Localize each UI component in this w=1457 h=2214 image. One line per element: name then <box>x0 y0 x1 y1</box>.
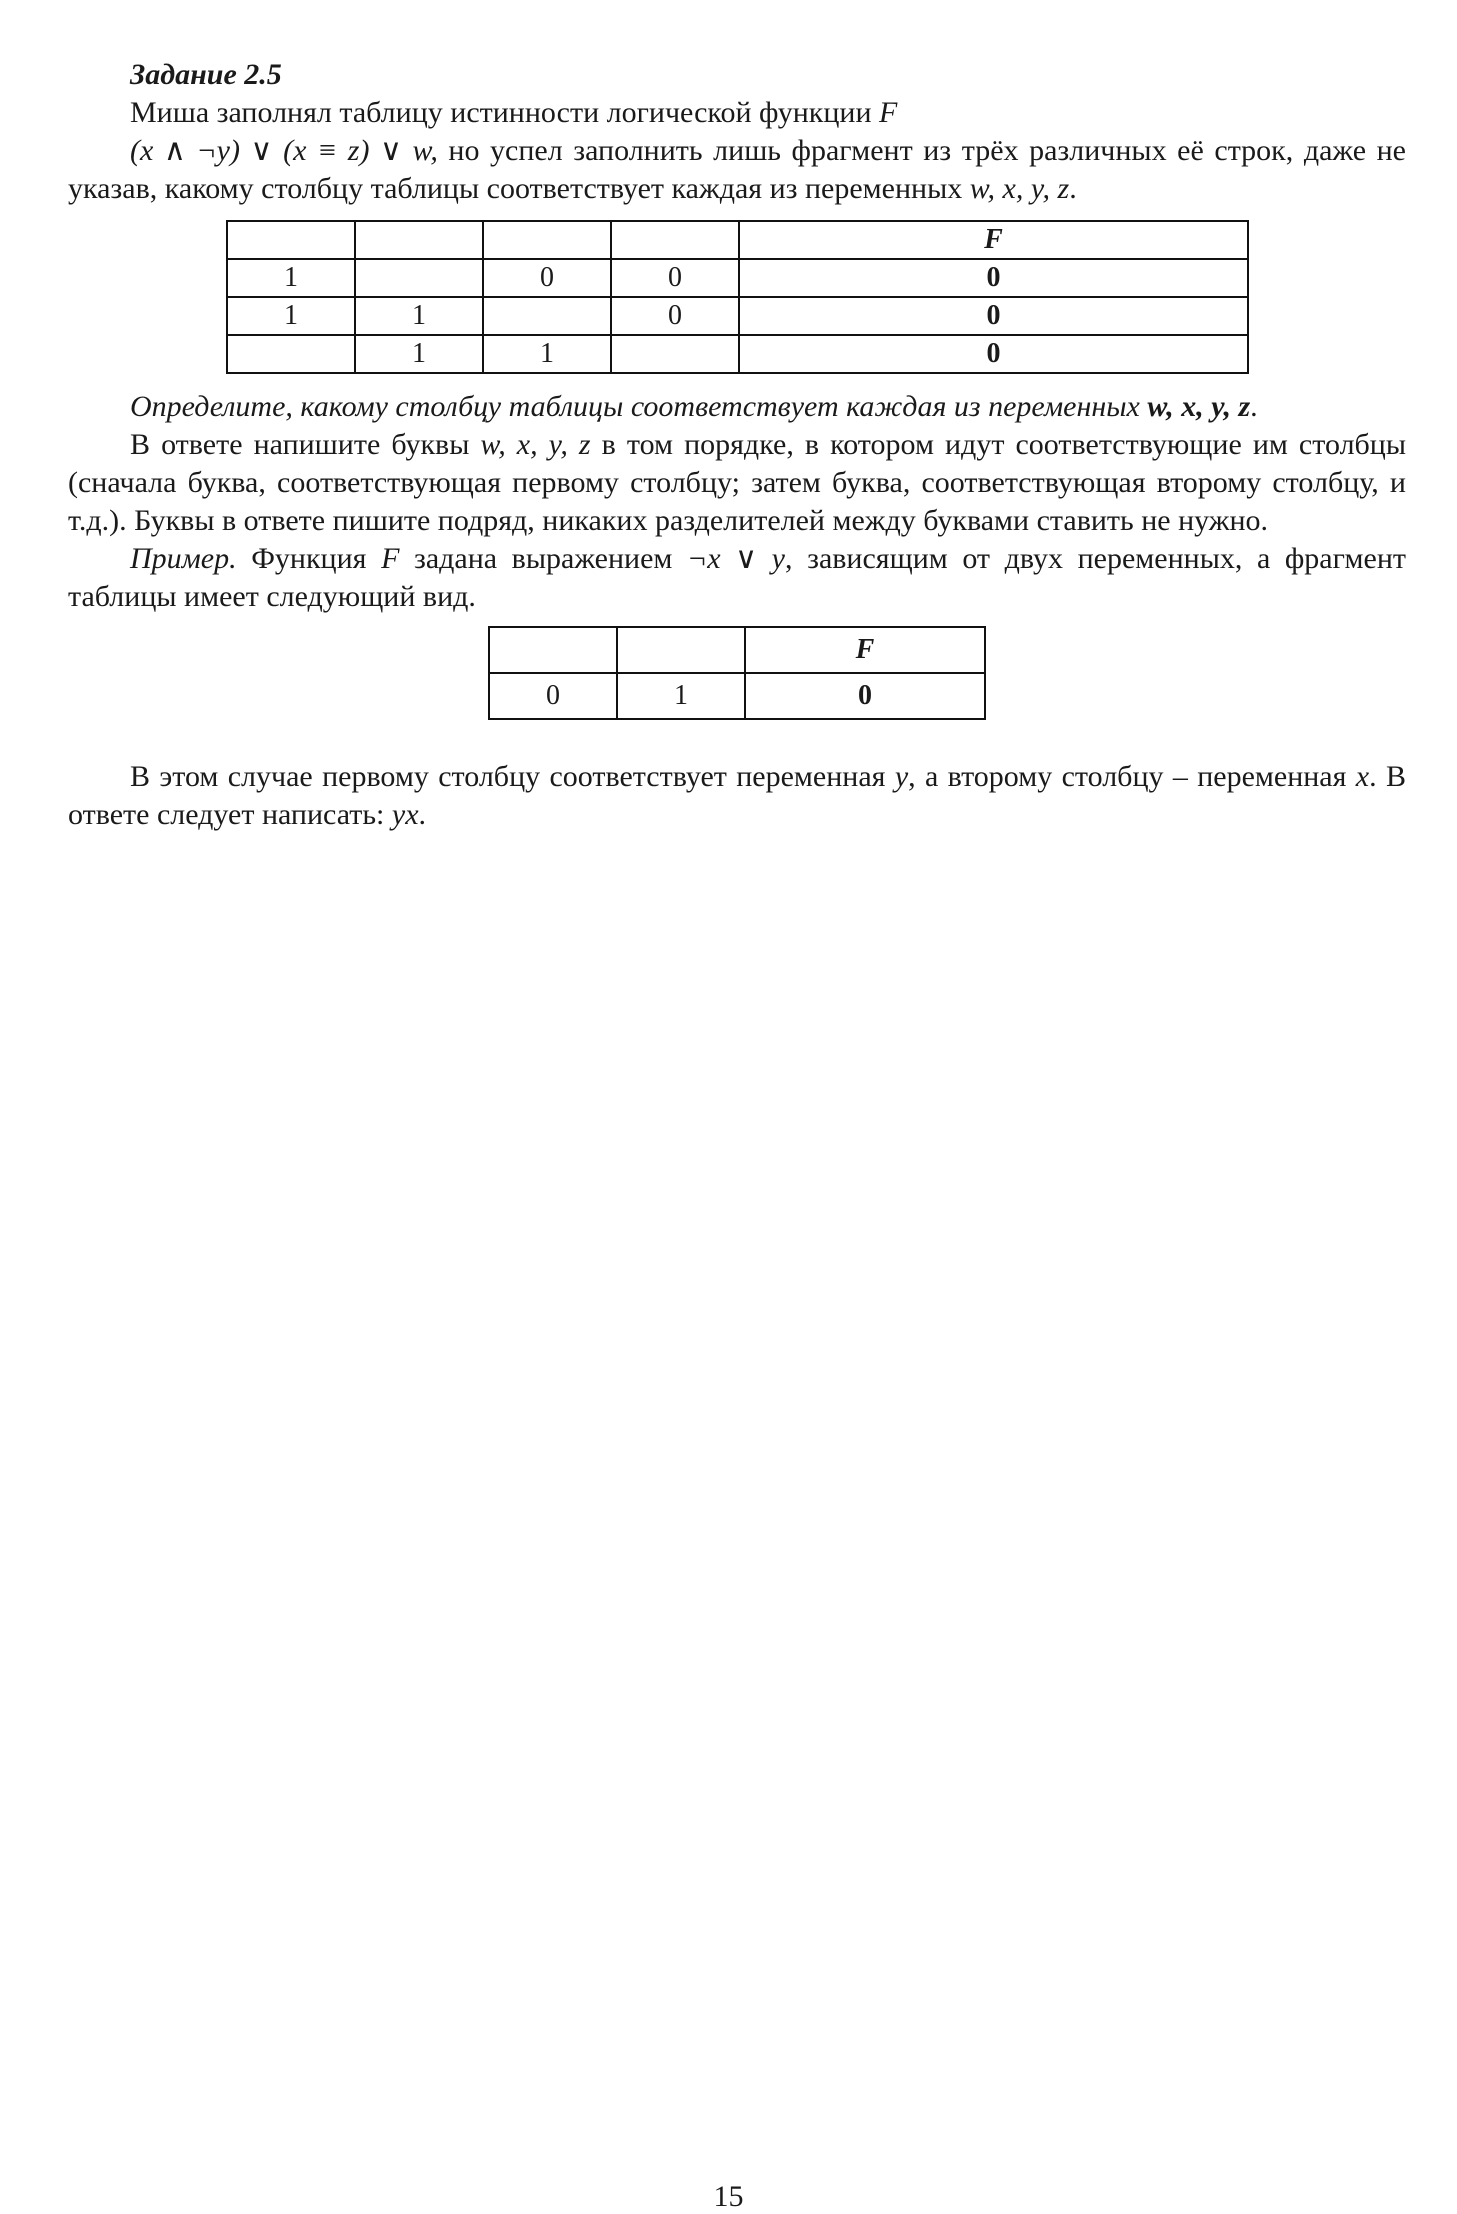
table-cell: 1 <box>227 259 355 297</box>
question: Определите, какому столбцу таблицы соответствует каждая из переменных w, x, y, z. <box>130 390 1258 423</box>
table-cell <box>227 221 355 259</box>
answer-instructions: В ответе напишите буквы w, x, y, z в том порядке, в котором идут соответствующие им столбцы (сначала буква, соответствующая первому столбцу; затем буква, соответствующая второму столбцу, и т.д.). Буквы в ответе пишите подряд, никаких разделителей между буквами ставить не нужно. <box>68 428 1407 537</box>
table-row <box>227 297 1248 335</box>
table-cell <box>355 221 483 259</box>
table-cell-f: 0 <box>745 673 985 719</box>
truth-table-fragment <box>226 220 1249 374</box>
conclusion: В этом случае первому столбцу соответствует переменная y, а второму столбцу – переменная x. В ответе следует написать: yx. <box>68 760 1406 831</box>
table-cell <box>611 221 739 259</box>
table-cell-f: 0 <box>739 335 1248 373</box>
table-cell <box>489 627 617 673</box>
table-cell: 0 <box>611 259 739 297</box>
table-cell <box>227 335 355 373</box>
table-cell-f: 0 <box>739 297 1248 335</box>
task-statement: Миша заполнял таблицу истинности логической функции F (x ∧ ¬y) ∨ (x ≡ z) ∨ w, но успел заполнить лишь фрагмент из трёх различных её строк, даже не указав, какому столбцу таблицы соответствует каждая из переменных w, x, y, z. <box>68 96 1406 205</box>
table-row <box>489 673 985 719</box>
example-table <box>488 626 986 720</box>
table-cell: 1 <box>355 335 483 373</box>
example: Пример. Функция F задана выражением ¬x ∨ y, зависящим от двух переменных, а фрагмент таблицы имеет следующий вид. <box>68 542 1406 613</box>
table-cell <box>355 259 483 297</box>
table-cell: 0 <box>611 297 739 335</box>
table-cell <box>483 221 611 259</box>
page-number: 15 <box>713 2180 744 2213</box>
table-header-f: F <box>745 627 985 673</box>
table-cell: 1 <box>227 297 355 335</box>
table-header-row <box>489 627 985 673</box>
table-cell-f: 0 <box>739 259 1248 297</box>
table-cell <box>617 627 745 673</box>
table-cell: 1 <box>483 335 611 373</box>
page-body <box>68 56 1406 834</box>
table-cell <box>611 335 739 373</box>
table-cell: 0 <box>483 259 611 297</box>
formula: (x ∧ ¬y) ∨ (x ≡ z) ∨ w, <box>130 134 438 167</box>
table-header-row <box>227 221 1248 259</box>
table-cell: 0 <box>489 673 617 719</box>
table-cell: 1 <box>617 673 745 719</box>
table-header-f: F <box>739 221 1248 259</box>
table-row <box>227 259 1248 297</box>
task-title: Задание 2.5 <box>130 58 282 91</box>
table-cell <box>483 297 611 335</box>
table-cell: 1 <box>355 297 483 335</box>
table-row <box>227 335 1248 373</box>
